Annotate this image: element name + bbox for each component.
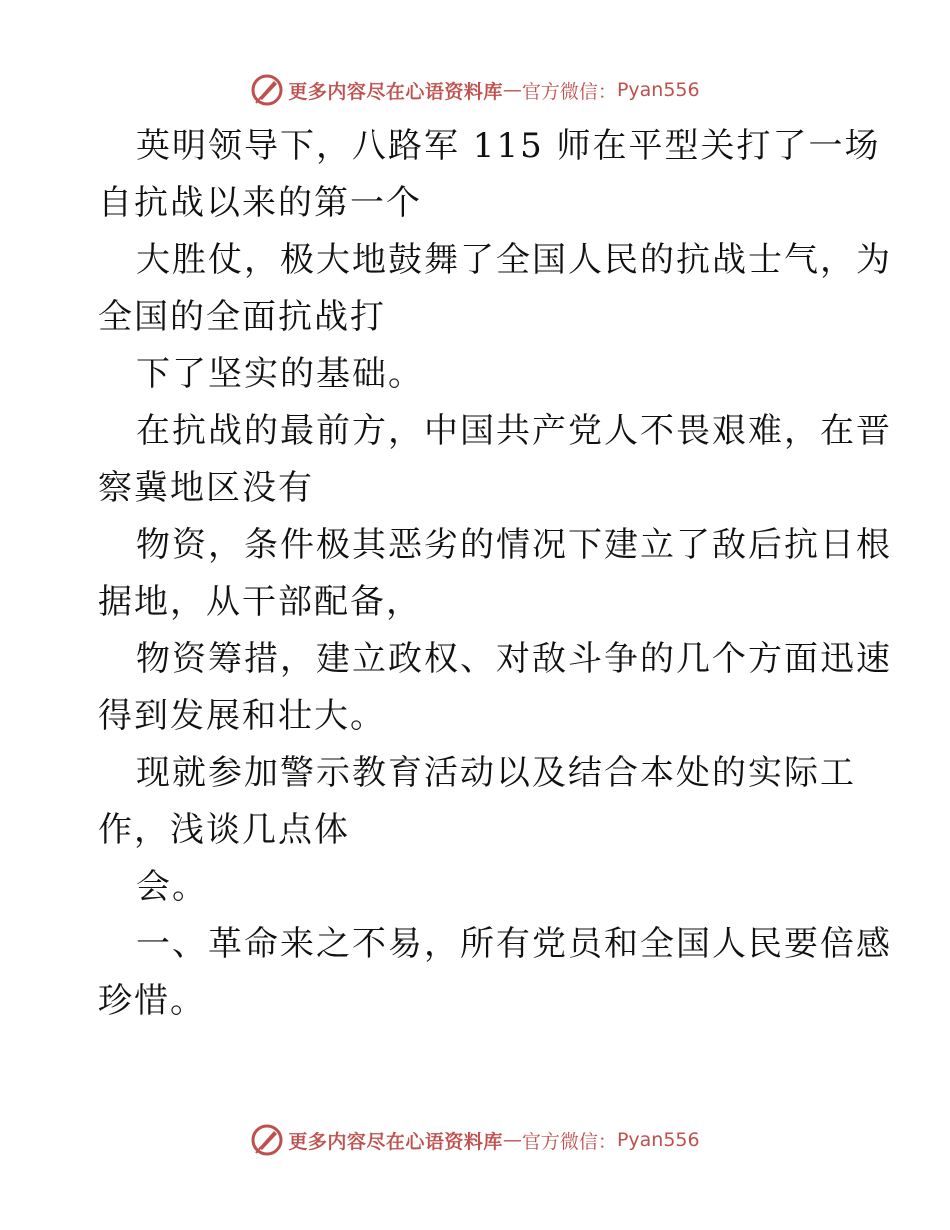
body-line: 据地，从干部配备，	[98, 582, 422, 622]
banner-wechat-label: 官方微信：	[521, 1130, 617, 1153]
body-line: 察冀地区没有	[98, 468, 314, 508]
banner-dash: —	[502, 1129, 522, 1151]
body-line: 全国的全面抗战打	[98, 297, 386, 337]
quill-logo-icon	[250, 73, 284, 107]
body-line: 自抗战以来的第一个	[98, 183, 422, 223]
body-line: 一、革命来之不易，所有党员和全国人民要倍感	[136, 924, 892, 964]
document-body	[98, 118, 892, 1030]
quill-logo-icon	[250, 1123, 284, 1157]
banner-main-text: 更多内容尽在心语资料库	[288, 1130, 503, 1153]
banner-dash: —	[502, 79, 522, 101]
footer-banner	[0, 1120, 950, 1160]
body-line: 珍惜。	[98, 981, 206, 1021]
banner-wechat-id: Pyan556	[616, 79, 700, 101]
banner-main-text: 更多内容尽在心语资料库	[288, 80, 503, 103]
body-line: 作，浅谈几点体	[98, 810, 350, 850]
banner-wechat-id: Pyan556	[616, 1129, 700, 1151]
body-line: 在抗战的最前方，中国共产党人不畏艰难，在晋	[136, 411, 892, 451]
body-line: 得到发展和壮大。	[98, 696, 386, 736]
header-banner	[0, 70, 950, 110]
body-line: 大胜仗，极大地鼓舞了全国人民的抗战士气，为	[136, 240, 892, 280]
body-line: 会。	[136, 867, 208, 907]
body-line: 下了坚实的基础。	[136, 354, 424, 394]
banner-wechat-label: 官方微信：	[521, 80, 617, 103]
body-line: 现就参加警示教育活动以及结合本处的实际工	[136, 753, 856, 793]
body-line: 物资，条件极其恶劣的情况下建立了敌后抗日根	[136, 525, 892, 565]
body-line: 物资筹措，建立政权、对敌斗争的几个方面迅速	[136, 639, 892, 679]
body-line: 英明领导下，八路军 115 师在平型关打了一场	[136, 126, 881, 166]
